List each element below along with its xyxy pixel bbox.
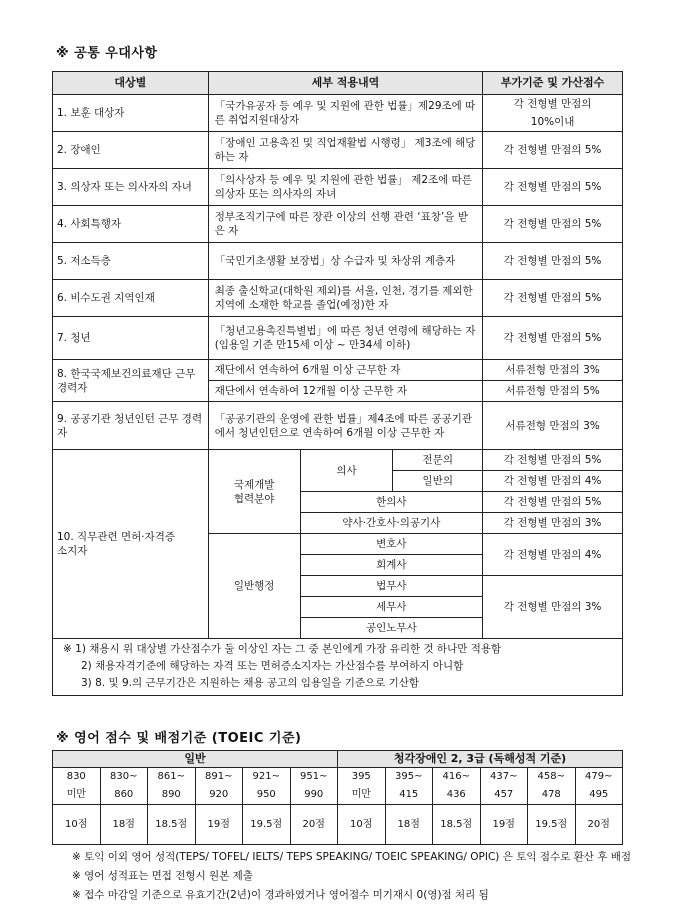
score-range: 395 미만 <box>338 768 386 805</box>
score-points: 18점 <box>385 805 433 845</box>
table-row <box>53 132 623 169</box>
score-range: 416~ 436 <box>433 768 481 805</box>
score-points: 20점 <box>290 805 338 845</box>
note-line: 3) 8. 및 9.의 근무기간은 지원하는 채용 공고의 임용일을 기준으로 기산함 <box>81 677 420 689</box>
header-score: 부가기준 및 가산점수 <box>483 72 623 95</box>
row-category: 2. 장애인 <box>53 132 209 169</box>
table-row <box>53 169 623 206</box>
row-score: 서류전형 만점의 3% <box>483 360 623 381</box>
row-category: 9. 공공기관 청년인턴 근무 경력자 <box>53 402 209 450</box>
row-score: 각 전형별 만점의 5% <box>483 132 623 169</box>
score-range: 395~ 415 <box>385 768 433 805</box>
score-range: 951~ 990 <box>290 768 338 805</box>
row-detail: 정부조직기구에 따른 장관 이상의 선행 관련 ‘표창’을 받은 자 <box>208 206 482 243</box>
table-header-row <box>53 72 623 95</box>
license-korean-med: 한의사 <box>300 492 483 513</box>
score-points: 19점 <box>480 805 528 845</box>
table-row <box>53 360 623 381</box>
score-range: 861~ 890 <box>148 768 196 805</box>
section-title-english: ※ 영어 점수 및 배점기준 (TOEIC 기준) <box>56 731 302 746</box>
group-general: 일반 <box>53 751 338 768</box>
score-points: 18.5점 <box>148 805 196 845</box>
row-score: 각 전형별 만점의 3% <box>483 576 623 639</box>
row-score: 각 전형별 만점의 5% <box>483 280 623 317</box>
row-detail: 「청년고용촉진특별법」에 따른 청년 연령에 해당하는 자(임용일 기준 만15세 이상 ~ 만34세 이하) <box>208 317 482 360</box>
row-category: 6. 비수도권 지역인재 <box>53 280 209 317</box>
group-intl-dev: 국제개발 협력분야 <box>208 450 300 534</box>
row-category: 3. 의상자 또는 의사자의 자녀 <box>53 169 209 206</box>
row-score: 각 전형별 만점의 5% <box>483 206 623 243</box>
note-line: ※ 1) 채용시 위 대상별 가산점수가 둘 이상인 자는 그 중 본인에게 가장 유리한 것 하나만 적용함 <box>63 643 502 655</box>
license-judicial-scrivener: 법무사 <box>300 576 483 597</box>
row-category: 1. 보훈 대상자 <box>53 95 209 132</box>
score-points: 20점 <box>575 805 623 845</box>
row-score: 각 전형별 만점의 4% <box>483 534 623 576</box>
english-notes <box>72 848 631 905</box>
score-range: 458~ 478 <box>528 768 576 805</box>
table-row <box>53 243 623 280</box>
license-pharm-nurse: 약사·간호사·의공기사 <box>300 513 483 534</box>
license-doctor: 의사 <box>300 450 393 492</box>
row-category: 5. 저소득층 <box>53 243 209 280</box>
score-points: 19.5점 <box>528 805 576 845</box>
toeic-group-row <box>53 751 623 768</box>
score-range: 437~ 457 <box>480 768 528 805</box>
row-score: 서류전형 만점의 3% <box>483 402 623 450</box>
table-row <box>53 206 623 243</box>
row-score: 각 전형별 만점의 5% <box>483 450 623 471</box>
score-points: 19점 <box>195 805 243 845</box>
score-range: 830~ 860 <box>100 768 148 805</box>
license-specialist: 전문의 <box>393 450 483 471</box>
toeic-range-row <box>53 768 623 805</box>
row-category: 4. 사회특행자 <box>53 206 209 243</box>
score-range: 479~ 495 <box>575 768 623 805</box>
row-category: 10. 직무관련 면허·자격증 소지자 <box>53 450 209 639</box>
row-score: 각 전형별 만점의 5% <box>483 317 623 360</box>
row-detail: 「장애인 고용촉진 및 직업재활법 시행령」 제3조에 해당하는 자 <box>208 132 482 169</box>
note-line: 2) 채용자격기준에 해당하는 자격 또는 면허증소지자는 가산점수를 부여하지 아니함 <box>81 660 464 672</box>
table-row <box>53 450 623 471</box>
license-tax-accountant: 세무사 <box>300 597 483 618</box>
section-title-benefits: ※ 공통 우대사항 <box>56 46 158 61</box>
row-score: 각 전형별 만점의 5% <box>483 492 623 513</box>
license-accountant: 회계사 <box>300 555 483 576</box>
row-score: 각 전형별 만점의 3% <box>483 513 623 534</box>
toeic-points-row <box>53 805 623 845</box>
table-row <box>53 317 623 360</box>
score-points: 10점 <box>53 805 101 845</box>
score-points: 18점 <box>100 805 148 845</box>
score-points: 10점 <box>338 805 386 845</box>
score-range: 830 미만 <box>53 768 101 805</box>
row-score: 서류전형 만점의 5% <box>483 381 623 402</box>
score-range: 921~ 950 <box>243 768 291 805</box>
row-score: 각 전형별 만점의 5% <box>483 169 623 206</box>
notes-cell <box>53 639 623 696</box>
row-detail: 「공공기관의 운영에 관한 법률」제4조에 따른 공공기관에서 청년인턴으로 연속하여 6개월 이상 근무한 자 <box>208 402 482 450</box>
note-line: ※ 토익 이외 영어 성적(TEPS/ TOFEL/ IELTS/ TEPS SPEAKING/ TOEIC SPEAKING/ OPIC) 은 토익 점수로 환산 후 배점 <box>72 851 631 863</box>
row-category: 7. 청년 <box>53 317 209 360</box>
row-detail: 재단에서 연속하여 12개월 이상 근무한 자 <box>208 381 482 402</box>
row-category: 8. 한국국제보건의료재단 근무 경력자 <box>53 360 209 402</box>
row-score: 각 전형별 만점의 4% <box>483 471 623 492</box>
group-hearing-impaired: 청각장애인 2, 3급 (독해성적 기준) <box>338 751 623 768</box>
toeic-table <box>52 750 623 845</box>
row-detail: 「의사상자 등 예우 및 지원에 관한 법률」 제2조에 따른 의상자 또는 의사자의 자녀 <box>208 169 482 206</box>
score-points: 18.5점 <box>433 805 481 845</box>
license-labor-attorney: 공인노무사 <box>300 618 483 639</box>
row-detail: 최종 출신학교(대학원 제외)를 서울, 인천, 경기를 제외한 지역에 소재한 학교를 졸업(예정)한 자 <box>208 280 482 317</box>
license-general-doctor: 일반의 <box>393 471 483 492</box>
table-row <box>53 402 623 450</box>
benefits-table <box>52 71 623 696</box>
group-admin: 일반행정 <box>208 534 300 639</box>
table-row <box>53 95 623 132</box>
header-detail: 세부 적용내역 <box>208 72 482 95</box>
table-row <box>53 280 623 317</box>
row-detail: 「국민기초생활 보장법」상 수급자 및 차상위 계층자 <box>208 243 482 280</box>
note-line: ※ 영어 성적표는 면접 전형시 원본 제출 <box>72 870 253 882</box>
row-detail: 재단에서 연속하여 6개월 이상 근무한 자 <box>208 360 482 381</box>
license-lawyer: 변호사 <box>300 534 483 555</box>
header-target: 대상별 <box>53 72 209 95</box>
row-detail: 「국가유공자 등 예우 및 지원에 관한 법률」제29조에 따른 취업지원대상자 <box>208 95 482 132</box>
row-score: 각 전형별 만점의 5% <box>483 243 623 280</box>
note-line: ※ 접수 마감일 기준으로 유효기간(2년)이 경과하였거나 영어점수 미기재시 0(영)점 처리 됨 <box>72 889 489 901</box>
score-points: 19.5점 <box>243 805 291 845</box>
row-score: 각 전형별 만점의 10%이내 <box>483 95 623 132</box>
score-range: 891~ 920 <box>195 768 243 805</box>
notes-row <box>53 639 623 696</box>
